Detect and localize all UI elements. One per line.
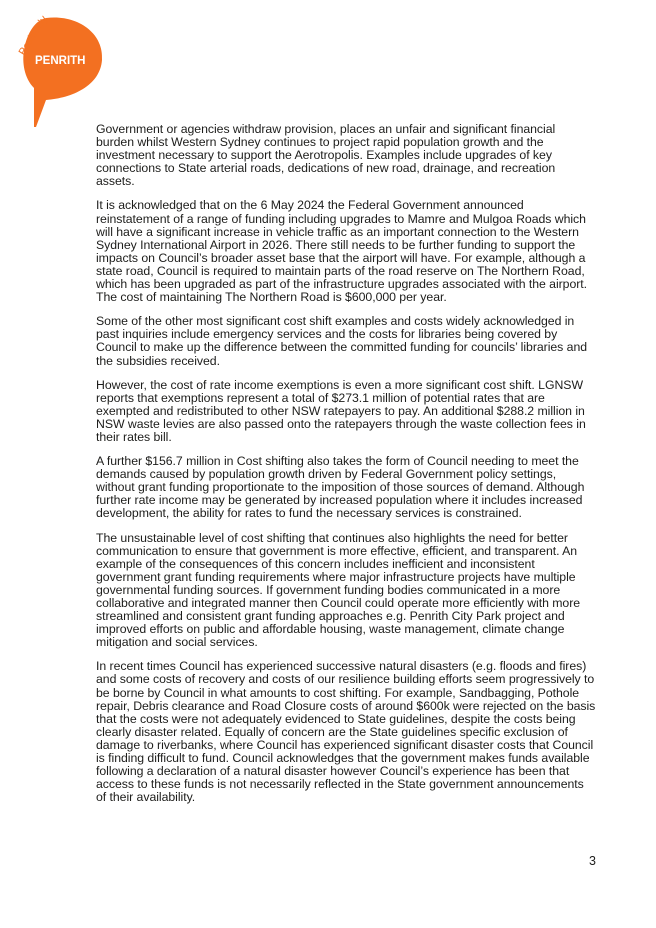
paragraph: The unsustainable level of cost shifting that continues also highlights the need for better communication to ensure that government is more effective, efficient, and transparent. An example of the consequences of this concern includes inefficient and inconsistent government grant funding requirements where major infrastructure projects have multiple governmental funding sources. If government funding bodies communicated in a more collaborative and integrated manner then Council could operate more efficiently with more streamlined and consistent grant funding approaches e.g. Penrith City Park project and improved efforts on public and affordable housing, waste management, climate change mitigation and social services. xyxy=(96,530,581,650)
paragraph: Some of the other most significant cost shift examples and costs widely acknowledged in past inquiries include emergency services and the costs for libraries being covered by Council to make up the difference between the committed funding for councils’ libraries and the subsidies received. xyxy=(96,314,588,368)
page-number: 3 xyxy=(589,854,596,868)
paragraph: It is acknowledged that on the 6 May 2024 the Federal Government announced reinstatement of a range of funding including upgrades to Mamre and Mulgoa Roads which will have a significant increase in vehicle traffic as an important connection to the Western Sydney International Airport in 2026. There still needs to be further funding to support the impacts on Council’s broader asset base that the airport will have. For example, although a state road, Council is required to maintain parts of the road reserve on The Northern Road, which has been upgraded as part of the infrastructure upgrades associated with the airport. The cost of maintaining The Northern Road is $600,000 per year. xyxy=(96,198,588,305)
penrith-logo-icon xyxy=(14,10,104,128)
logo-tagline: Positively xyxy=(16,13,51,58)
logo-name: PENRITH xyxy=(35,55,86,67)
paragraph: A further $156.7 million in Cost shifting also takes the form of Council needing to meet the demands caused by population growth driven by Federal Government policy settings, without grant funding proportionate to the imposition of those sources of demand. Although further rate income may be generated by increased population where it includes increased development, the ability for rates to fund the necessary services is constrained. xyxy=(96,454,585,521)
paragraph: Government or agencies withdraw provision, places an unfair and significant financial burden whilst Western Sydney continues to project rapid population growth and the investment necessary to support the Aerotropolis. Examples include upgrades of key connections to State arterial roads, dedications of new road, drainage, and recreation assets. xyxy=(96,122,556,189)
penrith-logo xyxy=(14,10,104,128)
paragraph: In recent times Council has experienced successive natural disasters (e.g. floods and fires) and some costs of recovery and costs of our resilience building efforts seem progressively to be borne by Council in what amounts to cost shifting. For example, Sandbagging, Pothole repair, Debris clearance and Road Closure costs of around $600k were rejected on the basis that the costs were not adequately evidenced to State guidelines, despite the costs being clearly disaster related. Equally of concern are the State guidelines specific exclusion of damage to riverbanks, where Council has experienced significant disaster costs that Council is finding difficult to fund. Council acknowledges that the government makes funds available following a declaration of a natural disaster however Council’s experience has been that access to these funds is not necessarily reflected in the State government announcements of their availability. xyxy=(96,659,596,805)
paragraph: However, the cost of rate income exemptions is even a more significant cost shift. LGNSW reports that exemptions represent a total of $273.1 million of potential rates that are exempted and redistributed to other NSW ratepayers to pay. An additional $288.2 million in NSW waste levies are also passed onto the ratepayers through the waste collection fees in their rates bill. xyxy=(96,377,586,444)
document-body xyxy=(96,123,596,815)
